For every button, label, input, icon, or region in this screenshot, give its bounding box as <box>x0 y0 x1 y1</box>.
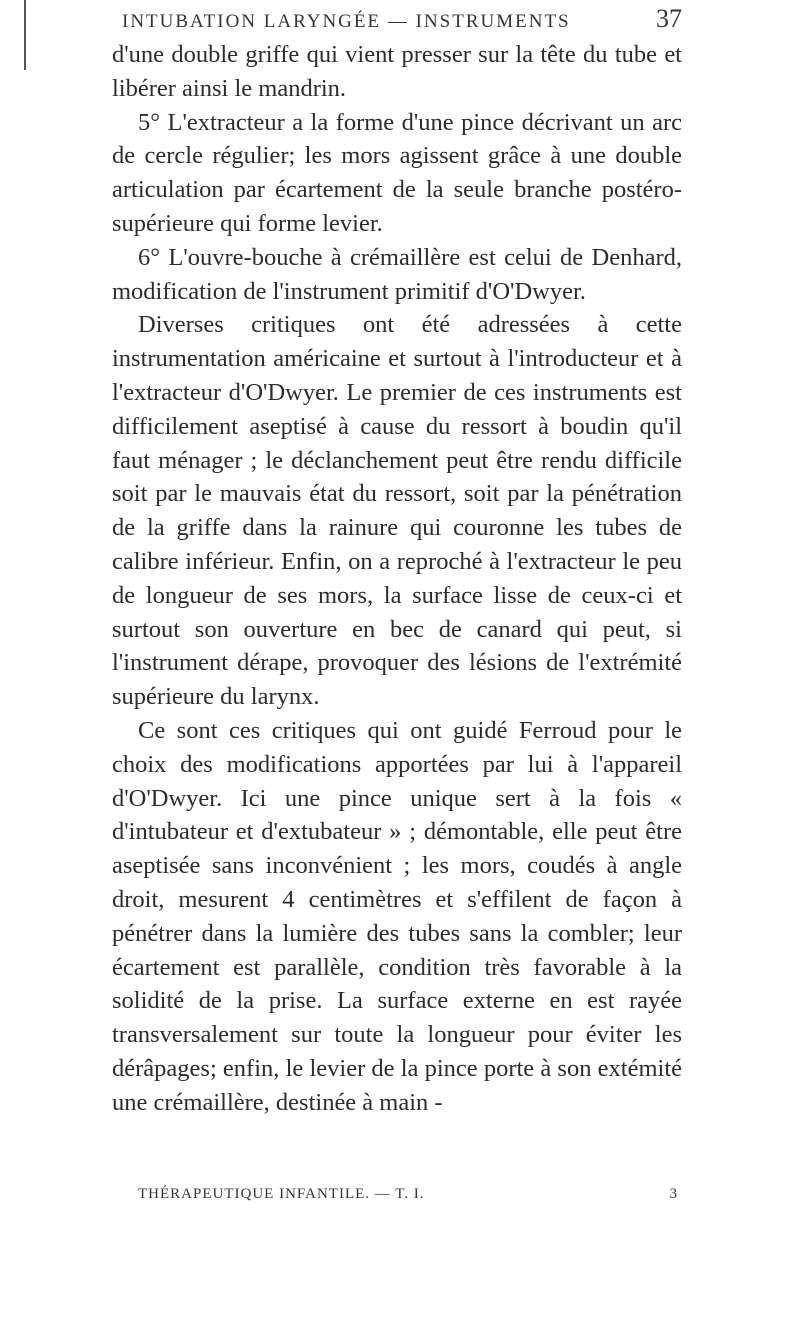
binding-edge-line <box>24 0 26 70</box>
paragraph-ferroud: Ce sont ces critiques qui ont guidé Ferroud pour le choix des modifications apportées par lui à l'appareil d'O'Dwyer. Ici une pince unique sert à la fois « d'intubateur et d'extubateur » ; démontable, elle peut être aseptisée sans inconvénient ; les mors, coudés à angle droit, mesurent 4 centimètres et s'effilent de façon à pénétrer dans la lumière des tubes sans la combler; leur écartement est parallèle, condition très favorable à la solidité de la prise. La surface externe en est rayée transversalement sur toute la longueur pour éviter les dérâpages; enfin, le levier de la pince porte à son extémité une crémaillère, destinée à main - <box>112 716 682 1116</box>
body-text <box>112 38 682 1120</box>
footer-series-title: THÉRAPEUTIQUE INFANTILE. — T. I. <box>138 1186 425 1202</box>
footer-signature-mark: 3 <box>669 1186 678 1202</box>
signature-footer <box>138 1186 678 1203</box>
paragraph-critiques: Diverses critiques ont été adressées à cette instrumentation américaine et surtout à l'introducteur et à l'extracteur d'O'Dwyer. Le premier de ces instruments est difficilement aseptisé à cause du ressort à boudin qu'il faut ménager ; le déclanchement peut être rendu difficile soit par le mauvais état du ressort, soit par la pénétration de la griffe dans la rainure qui couronne les tubes de calibre inférieur. Enfin, on a reproché à l'extracteur le peu de longueur de ses mors, la surface lisse de ceux-ci et surtout son ouverture en bec de canard qui peut, si l'instrument dérape, provoquer des lésions de l'extrémité supérieure du larynx. <box>112 311 682 711</box>
paragraph-continuation: d'une double griffe qui vient presser sur la tête du tube et libérer ainsi le mandrin. <box>112 41 682 102</box>
paragraph-extracteur: 5° L'extracteur a la forme d'une pince décrivant un arc de cercle régulier; les mors agissent grâce à une double articulation par écartement de la seule branche postéro-supérieure qui forme levier. <box>112 108 682 237</box>
running-head-title: INTUBATION LARYNGÉE — INSTRUMENTS <box>122 11 571 32</box>
page-number: 37 <box>656 4 682 33</box>
running-head <box>122 4 682 34</box>
paragraph-ouvre-bouche: 6° L'ouvre-bouche à crémaillère est celui de Denhard, modification de l'instrument primitif d'O'Dwyer. <box>112 243 682 305</box>
